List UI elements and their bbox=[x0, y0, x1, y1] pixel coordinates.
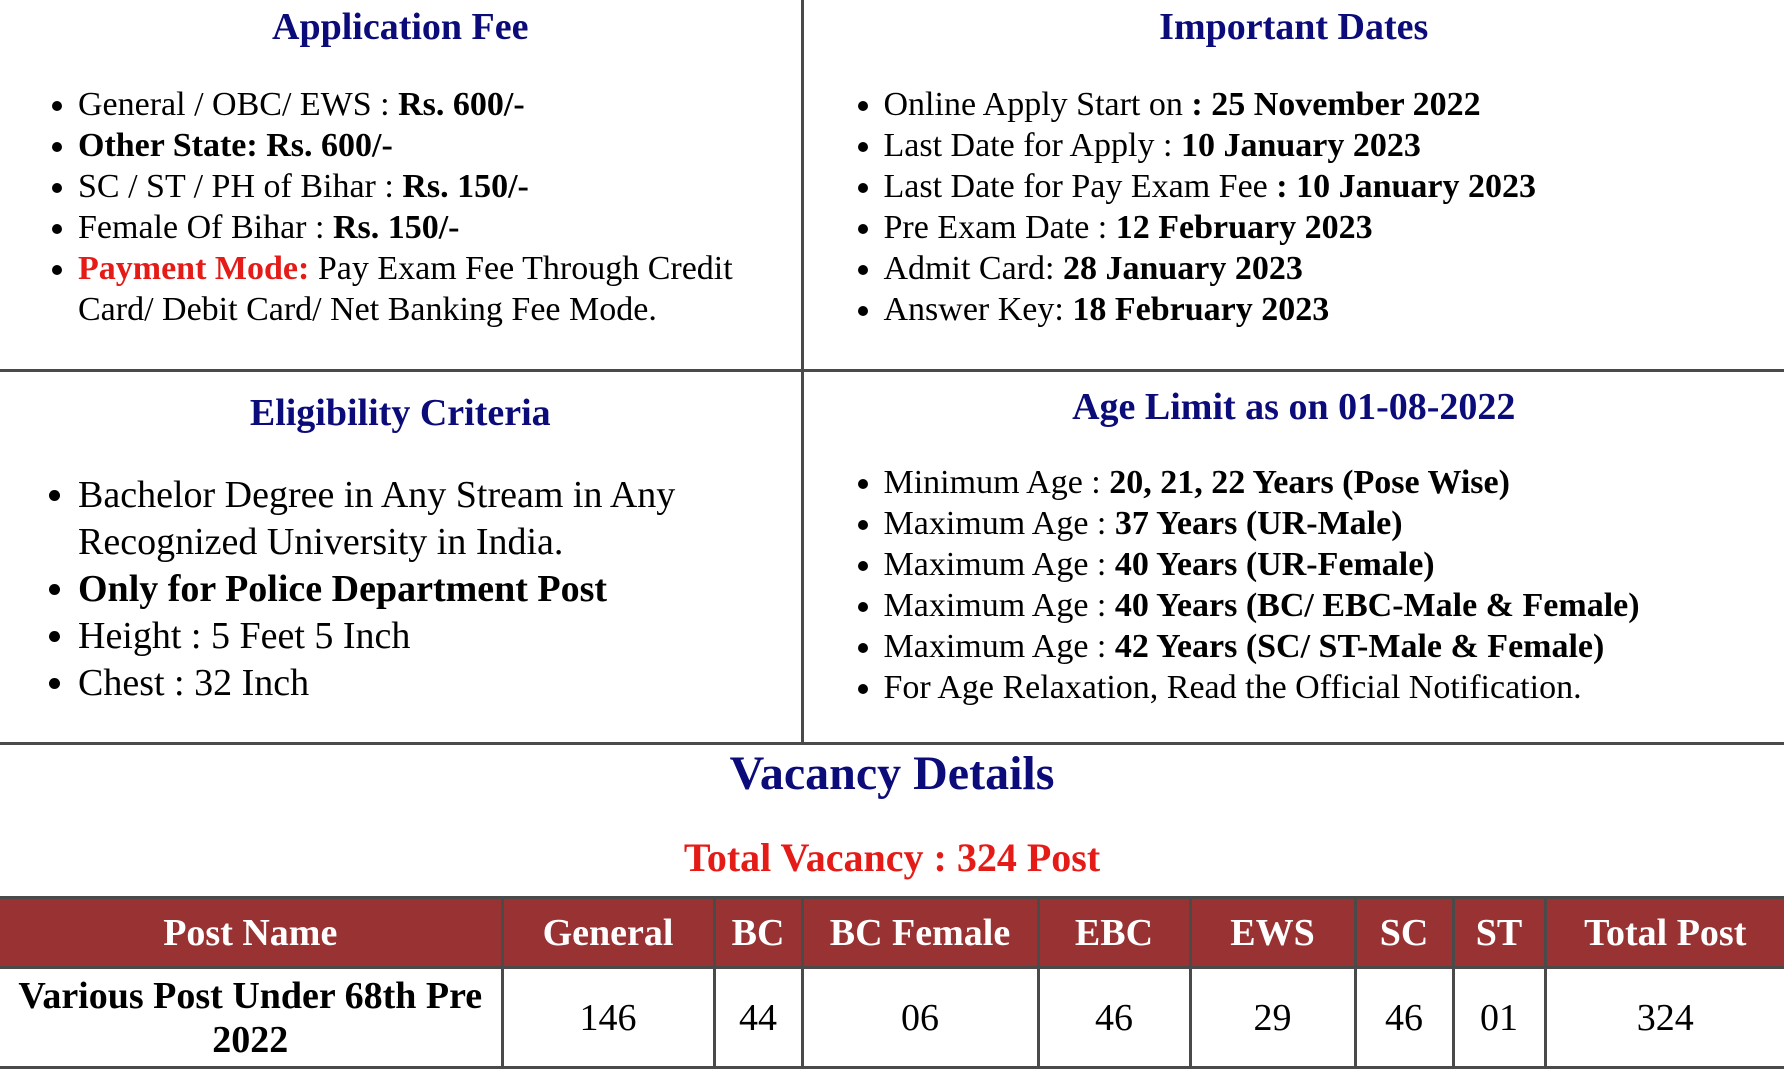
date-item: • Last Date for Apply : 10 January 2023 bbox=[884, 125, 1784, 166]
eligibility-item: • Chest : 32 Inch bbox=[78, 660, 801, 707]
application-fee-box bbox=[0, 0, 802, 370]
eligibility-box bbox=[0, 370, 802, 743]
date-item: • Admit Card: 28 January 2023 bbox=[884, 248, 1784, 289]
eligibility-item: • Height : 5 Feet 5 Inch bbox=[78, 613, 801, 660]
age-relaxation-note: • For Age Relaxation, Read the Official Notification. bbox=[884, 667, 1784, 708]
date-item: • Answer Key: 18 February 2023 bbox=[884, 289, 1784, 330]
header-bc-female: BC Female bbox=[802, 898, 1038, 968]
header-post-name: Post Name bbox=[0, 898, 502, 968]
total-vacancy: Total Vacancy : 324 Post bbox=[0, 834, 1784, 882]
date-item: • Last Date for Pay Exam Fee : 10 January 2023 bbox=[884, 166, 1784, 207]
cell-total: 324 bbox=[1545, 968, 1784, 1068]
payment-mode-text: Pay Exam Fee Through Credit Card/ Debit Card/ Net Banking Fee Mode. bbox=[78, 250, 733, 328]
fee-item: • Female Of Bihar : Rs. 150/- bbox=[78, 207, 801, 248]
header-ews: EWS bbox=[1190, 898, 1355, 968]
important-dates-list bbox=[804, 84, 1784, 330]
fee-item: • SC / ST / PH of Bihar : Rs. 150/- bbox=[78, 166, 801, 207]
cell-ews: 29 bbox=[1190, 968, 1355, 1068]
vacancy-title: Vacancy Details bbox=[0, 746, 1784, 802]
age-item: • Maximum Age : 37 Years (UR-Male) bbox=[884, 503, 1784, 544]
cell-general: 146 bbox=[502, 968, 714, 1068]
application-fee-title: Application Fee bbox=[0, 8, 801, 46]
important-dates-box bbox=[802, 0, 1784, 370]
age-item: • Minimum Age : 20, 21, 22 Years (Pose Wise) bbox=[884, 462, 1784, 503]
vacancy-header-row bbox=[0, 898, 1784, 968]
age-limit-title: Age Limit as on 01-08-2022 bbox=[804, 388, 1784, 426]
vacancy-table bbox=[0, 896, 1784, 1069]
age-item: • Maximum Age : 40 Years (BC/ EBC-Male & Female) bbox=[884, 585, 1784, 626]
age-limit-box bbox=[802, 370, 1784, 743]
header-ebc: EBC bbox=[1038, 898, 1190, 968]
header-sc: SC bbox=[1355, 898, 1453, 968]
cell-st: 01 bbox=[1453, 968, 1545, 1068]
eligibility-title: Eligibility Criteria bbox=[0, 394, 801, 432]
payment-mode-item bbox=[78, 248, 801, 330]
cell-sc: 46 bbox=[1355, 968, 1453, 1068]
header-st: ST bbox=[1453, 898, 1545, 968]
eligibility-item: • Only for Police Department Post bbox=[78, 566, 801, 613]
application-fee-list bbox=[0, 84, 801, 330]
fee-item: • Other State: Rs. 600/- bbox=[78, 125, 801, 166]
eligibility-item: • Bachelor Degree in Any Stream in Any Recognized University in India. bbox=[78, 472, 801, 566]
important-dates-title: Important Dates bbox=[804, 8, 1784, 46]
eligibility-list bbox=[0, 472, 801, 707]
cell-bc: 44 bbox=[714, 968, 802, 1068]
date-item: • Online Apply Start on : 25 November 2022 bbox=[884, 84, 1784, 125]
date-item: • Pre Exam Date : 12 February 2023 bbox=[884, 207, 1784, 248]
cell-post-name: Various Post Under 68th Pre 2022 bbox=[0, 968, 502, 1068]
header-total-post: Total Post bbox=[1545, 898, 1784, 968]
fee-item: • General / OBC/ EWS : Rs. 600/- bbox=[78, 84, 801, 125]
age-limit-list bbox=[804, 462, 1784, 708]
age-item: • Maximum Age : 40 Years (UR-Female) bbox=[884, 544, 1784, 585]
payment-mode-label: Payment Mode: bbox=[78, 250, 309, 287]
table-row bbox=[0, 968, 1784, 1068]
cell-ebc: 46 bbox=[1038, 968, 1190, 1068]
cell-bc-female: 06 bbox=[802, 968, 1038, 1068]
age-item: • Maximum Age : 42 Years (SC/ ST-Male & Female) bbox=[884, 626, 1784, 667]
header-general: General bbox=[502, 898, 714, 968]
header-bc: BC bbox=[714, 898, 802, 968]
